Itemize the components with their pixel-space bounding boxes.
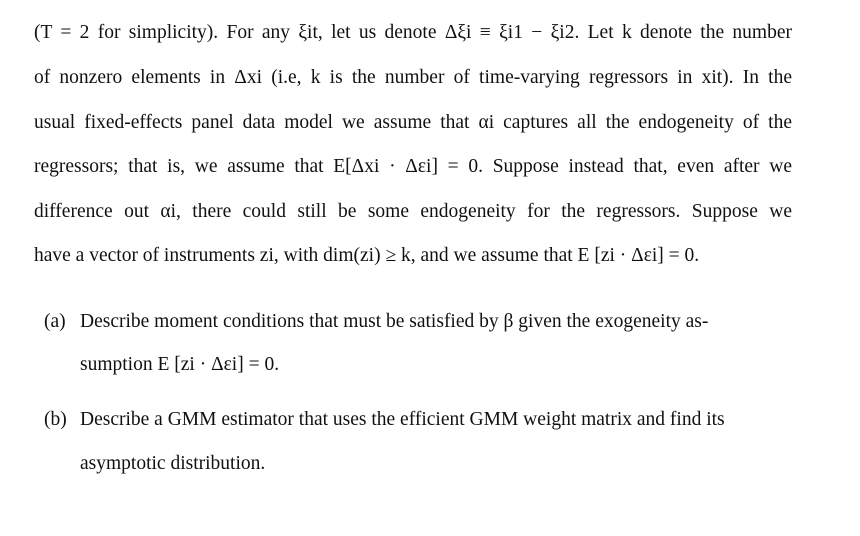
question-a-label: (a) xyxy=(44,311,66,332)
paragraph-line-4: regressors; that is, we assume that E[Δxi · Δεi] = 0. Suppose instead that, even after we xyxy=(34,156,792,177)
paragraph-line-5: difference out αi, there could still be some endogeneity for the regressors. Suppose we xyxy=(34,201,792,222)
question-a-line-1: Describe moment conditions that must be satisfied by β given the exogeneity as- xyxy=(80,311,709,332)
question-b-line-1: Describe a GMM estimator that uses the efficient GMM weight matrix and find its xyxy=(80,409,725,430)
question-a-line-2: sumption E [zi · Δεi] = 0. xyxy=(80,354,280,375)
paragraph-line-3: usual fixed-effects panel data model we assume that αi captures all the endogeneity of the xyxy=(34,112,792,133)
question-a xyxy=(44,310,790,334)
paragraph-line-6: have a vector of instruments zi, with dim(zi) ≥ k, and we assume that E [zi · Δεi] = 0. xyxy=(34,245,700,266)
paragraph-line-2: of nonzero elements in Δxi (i.e, k is the number of time-varying regressors in xit). In the xyxy=(34,67,792,88)
question-b-label: (b) xyxy=(44,409,67,430)
paragraph-line-1: (T = 2 for simplicity). For any ξit, let us denote Δξi ≡ ξi1 − ξi2. Let k denote the number xyxy=(34,22,792,43)
question-b-line-2: asymptotic distribution. xyxy=(80,453,266,474)
question-b xyxy=(44,408,790,432)
